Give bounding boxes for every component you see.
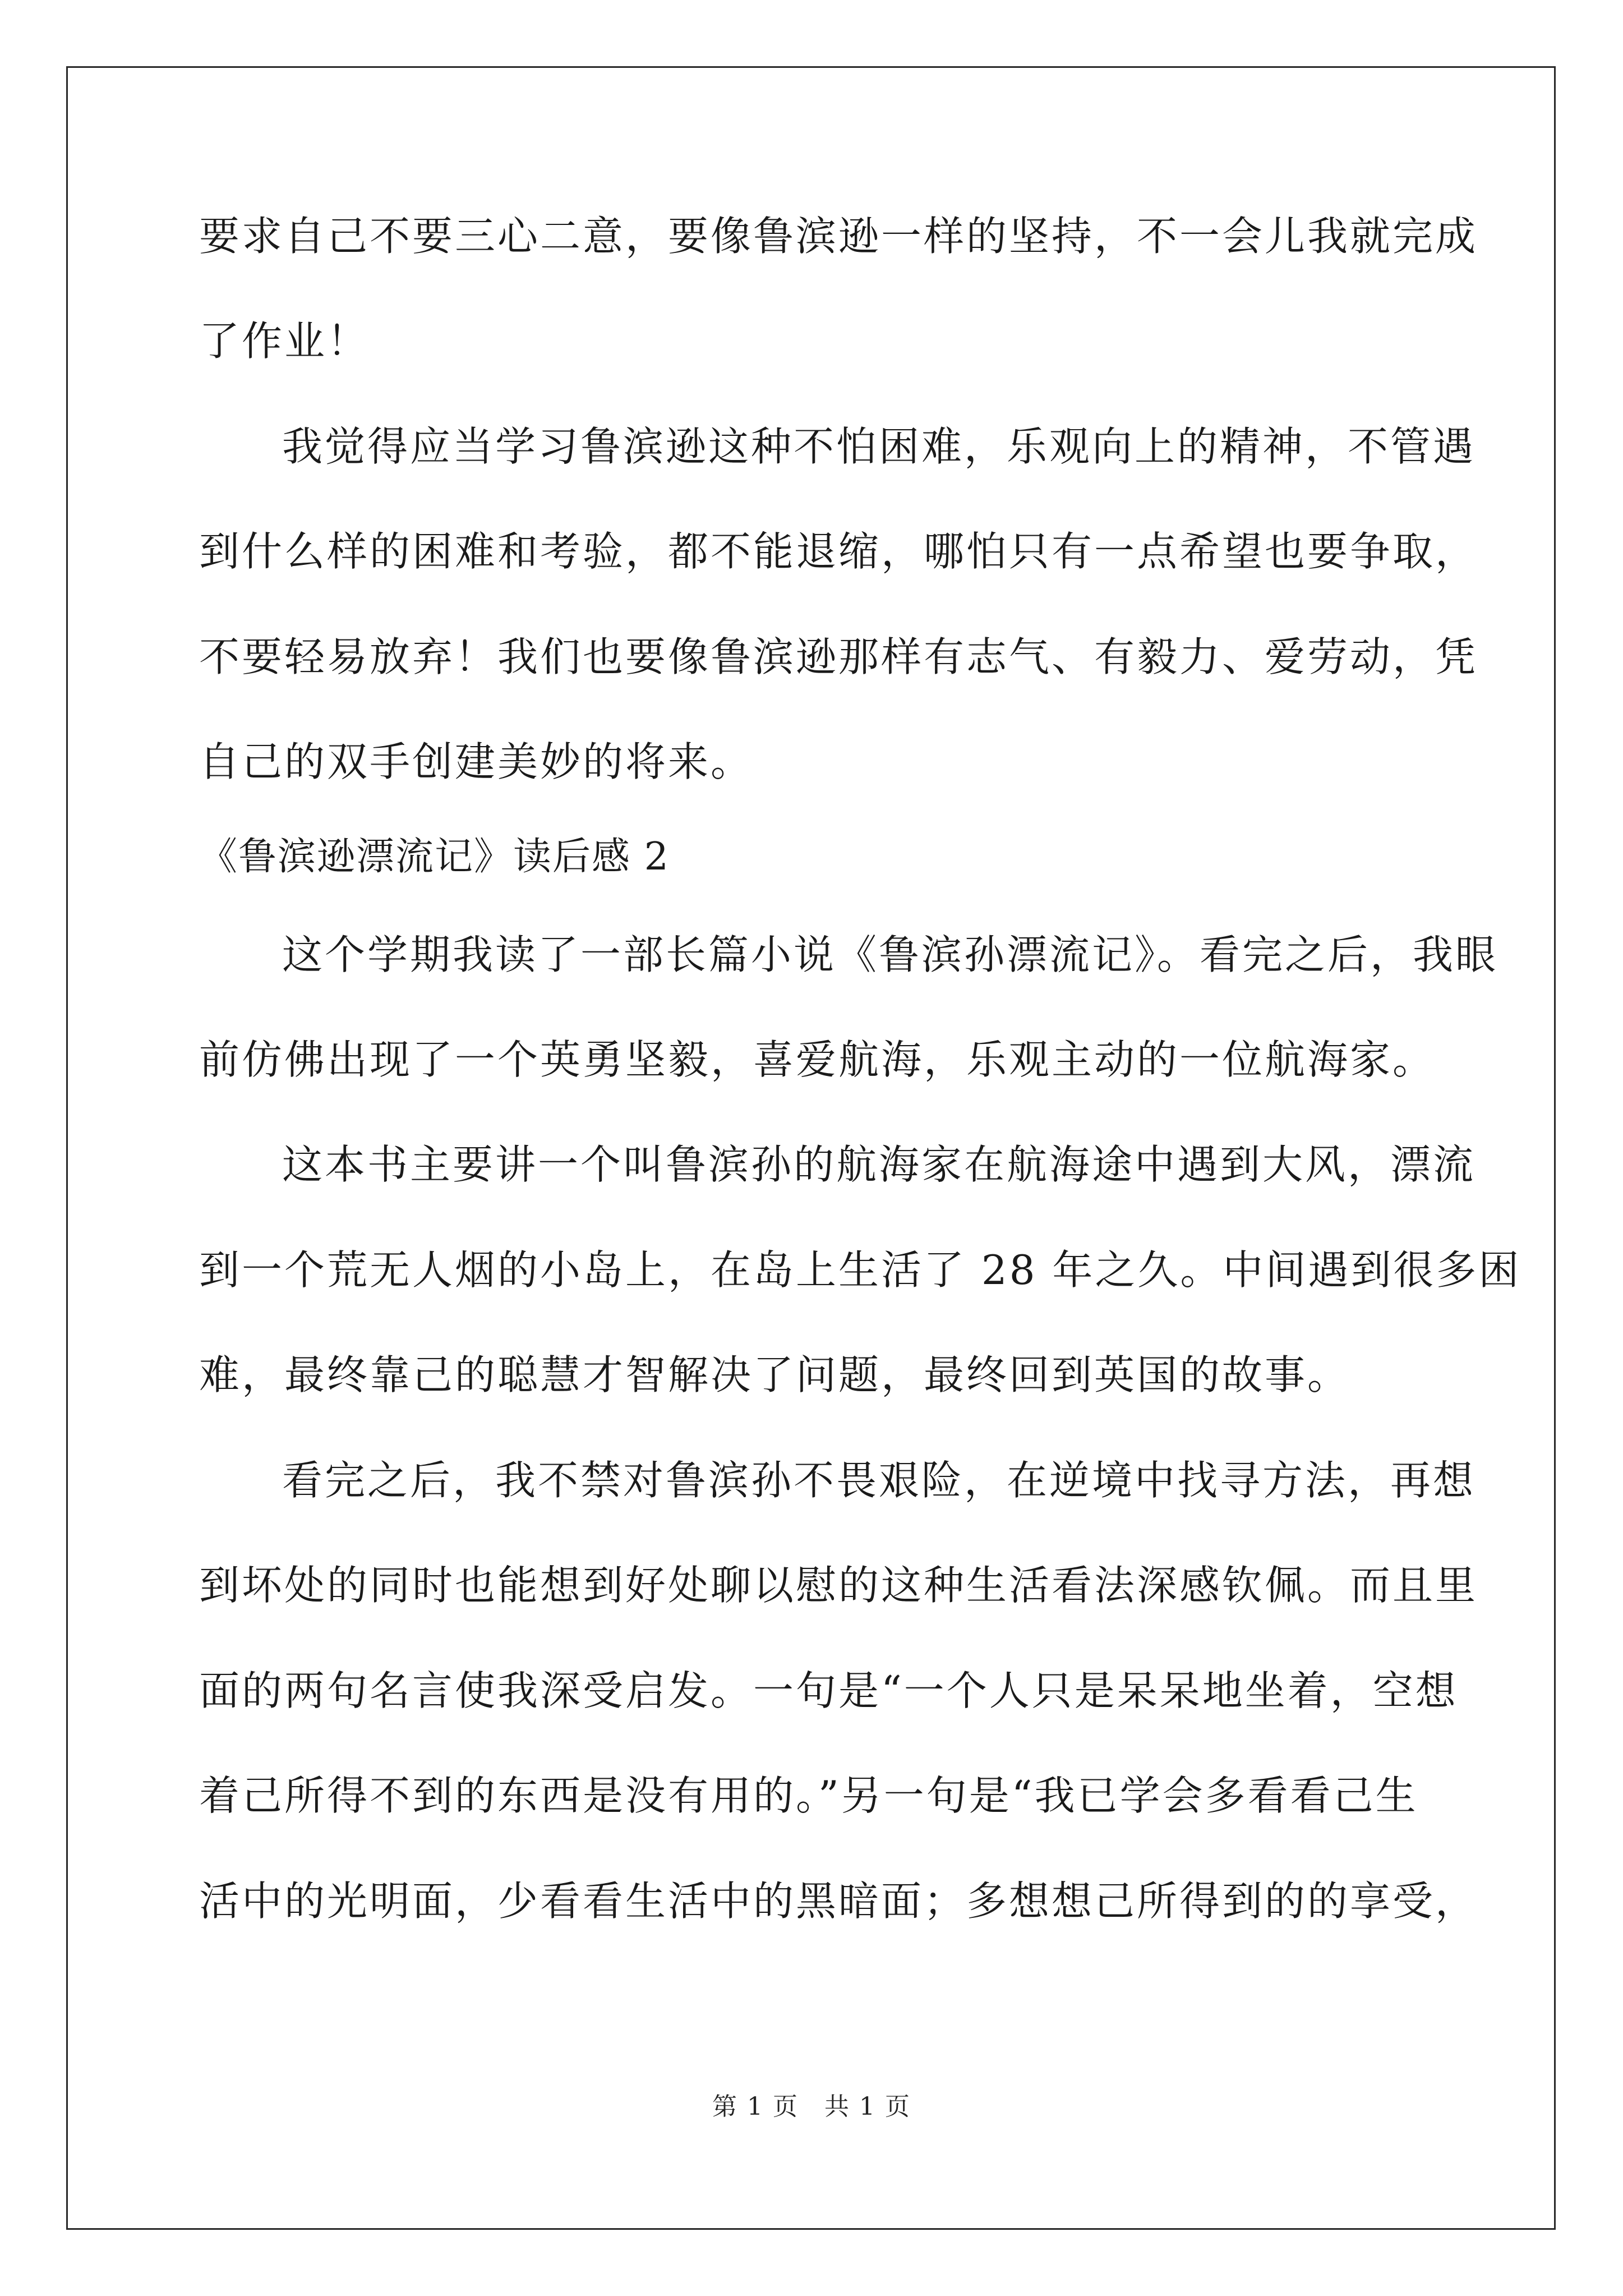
body-line: 不要轻易放弃！我们也要像鲁滨逊那样有志气、有毅力、爱劳动，凭 <box>199 633 1478 680</box>
body-line: 了作业！ <box>199 318 370 365</box>
paragraph-start-line: 看完之后，我不禁对鲁滨孙不畏艰险，在逆境中找寻方法，再想 <box>282 1457 1476 1504</box>
body-line: 到坏处的同时也能想到好处聊以慰的这种生活看法深感钦佩。而且里 <box>199 1562 1478 1609</box>
body-line: 着己所得不到的东西是没有用的。”另一句是“我已学会多看看己生 <box>199 1772 1418 1819</box>
paragraph-start-line: 这本书主要讲一个叫鲁滨孙的航海家在航海途中遇到大风，漂流 <box>282 1141 1476 1188</box>
body-line: 难，最终靠己的聪慧才智解决了问题，最终回到英国的故事。 <box>199 1351 1350 1398</box>
body-line: 自己的双手创建美妙的将来。 <box>199 738 754 785</box>
body-line: 要求自己不要三心二意，要像鲁滨逊一样的坚持，不一会儿我就完成 <box>199 213 1478 260</box>
page-footer: 第 1 页 共 1 页 <box>712 2092 911 2121</box>
body-line: 到一个荒无人烟的小岛上，在岛上生活了 28 年之久。中间遇到很多困 <box>199 1246 1521 1294</box>
body-line: 活中的光明面，少看看生活中的黑暗面；多想想己所得到的的享受， <box>199 1878 1478 1925</box>
paragraph-start-line: 我觉得应当学习鲁滨逊这种不怕困难，乐观向上的精神，不管遇 <box>282 423 1476 470</box>
body-line: 面的两句名言使我深受启发。一句是“一个人只是呆呆地坐着，空想 <box>199 1667 1458 1714</box>
body-line: 到什么样的困难和考验，都不能退缩，哪怕只有一点希望也要争取， <box>199 528 1478 575</box>
section-heading: 《鲁滨逊漂流记》读后感 2 <box>199 835 670 879</box>
body-line: 前仿佛出现了一个英勇坚毅，喜爱航海，乐观主动的一位航海家。 <box>199 1036 1436 1083</box>
paragraph-start-line: 这个学期我读了一部长篇小说《鲁滨孙漂流记》。看完之后，我眼 <box>282 931 1498 978</box>
